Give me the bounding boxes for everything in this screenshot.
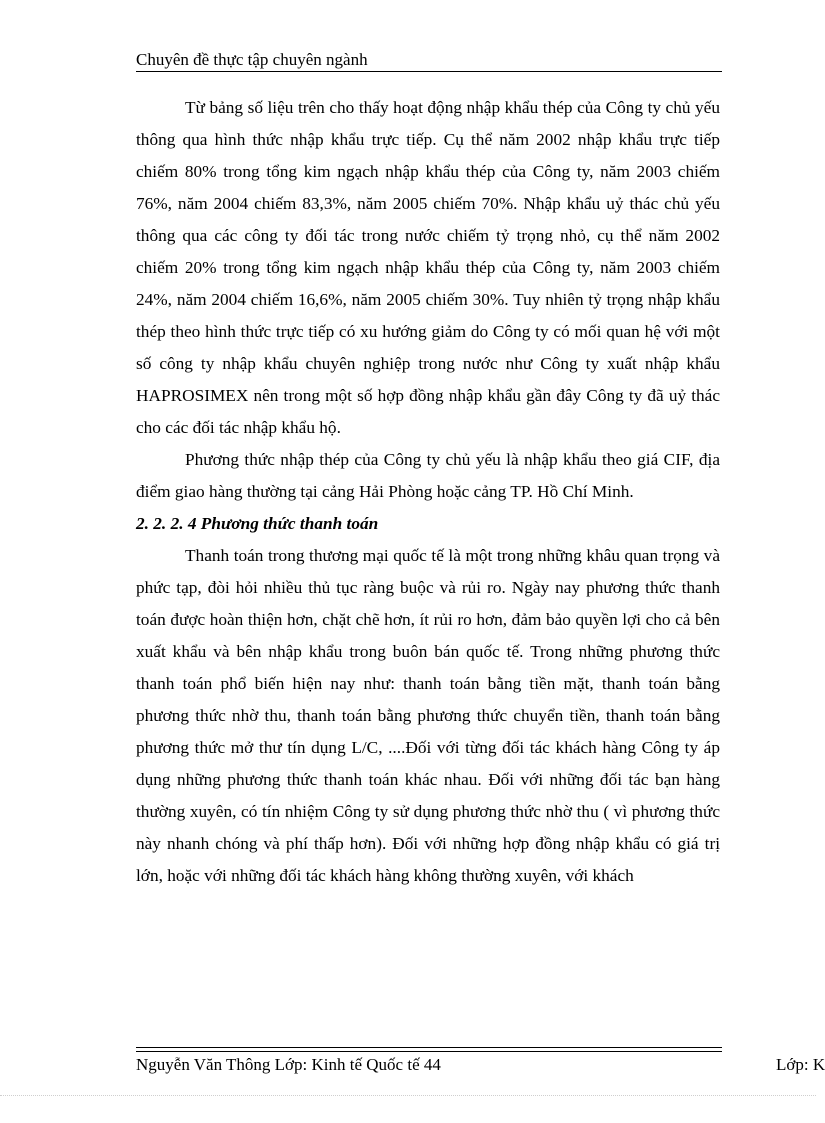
section-heading-payment: 2. 2. 2. 4 Phương thức thanh toán [136, 514, 379, 533]
paragraph-import-method: Phương thức nhập thép của Công ty chủ yếu là nhập khẩu theo giá CIF, địa điểm giao hàng thường tại cảng Hải Phòng hoặc cảng TP. Hồ Chí Minh. [136, 450, 720, 501]
document-body [136, 92, 720, 892]
paragraph-import-forms: Từ bảng số liệu trên cho thấy hoạt động nhập khẩu thép của Công ty chủ yếu thông qua hình thức nhập khẩu trực tiếp. Cụ thể năm 2002 nhập khẩu trực tiếp chiếm 80% trong tổng kim ngạch nhập khẩu thép của Công ty, năm 2003 chiếm 76%, năm 2004 chiếm 83,3%, năm 2005 chiếm 70%. Nhập khẩu uỷ thác chủ yếu thông qua các công ty đối tác trong nước chiếm tỷ trọng nhỏ, cụ thể năm 2002 chiếm 20% trong tổng kim ngạch nhập khẩu thép của Công ty, năm 2003 chiếm 24%, năm 2004 chiếm 16,6%, năm 2005 chiếm 30%. Tuy nhiên tỷ trọng nhập khẩu thép theo hình thức trực tiếp có xu hướng giảm do Công ty có mối quan hệ với một số công ty nhập khẩu chuyên nghiệp trong nước như Công ty xuất nhập khẩu HAPROSIMEX nên trong một số hợp đồng nhập khẩu gần đây Công ty đã uỷ thác cho các đối tác nhập khẩu hộ. [136, 98, 720, 437]
footer-author-class: Nguyễn Văn Thông Lớp: Kinh tế Quốc tế 44 [136, 1055, 441, 1074]
footer-divider-thin [136, 1047, 722, 1048]
header-divider [136, 71, 722, 72]
page-bottom-dotted-line [0, 1095, 816, 1096]
footer-divider-thick [136, 1051, 722, 1052]
page-header-title: Chuyên đề thực tập chuyên ngành [136, 50, 368, 69]
footer-class-cut: Lớp: K [776, 1055, 825, 1074]
paragraph-payment: Thanh toán trong thương mại quốc tế là một trong những khâu quan trọng và phức tạp, đòi hỏi nhiều thủ tục ràng buộc và rủi ro. Ngày nay phương thức thanh toán được hoàn thiện hơn, chặt chẽ hơn, ít rủi ro hơn, đảm bảo quyền lợi cho cả bên xuất khẩu và bên nhập khẩu trong buôn bán quốc tế. Trong những phương thức thanh toán phổ biến hiện nay như: thanh toán bằng tiền mặt, thanh toán bằng phương thức nhờ thu, thanh toán bằng phương thức chuyển tiền, thanh toán bằng phương thức mở thư tín dụng L/C, ....Đối với từng đối tác khách hàng Công ty áp dụng những phương thức thanh toán khác nhau. Đối với những đối tác bạn hàng thường xuyên, có tín nhiệm Công ty sử dụng phương thức nhờ thu ( vì phương thức này nhanh chóng và phí thấp hơn). Đối với những hợp đồng nhập khẩu có giá trị lớn, hoặc với những đối tác khách hàng không thường xuyên, với khách [136, 546, 720, 885]
